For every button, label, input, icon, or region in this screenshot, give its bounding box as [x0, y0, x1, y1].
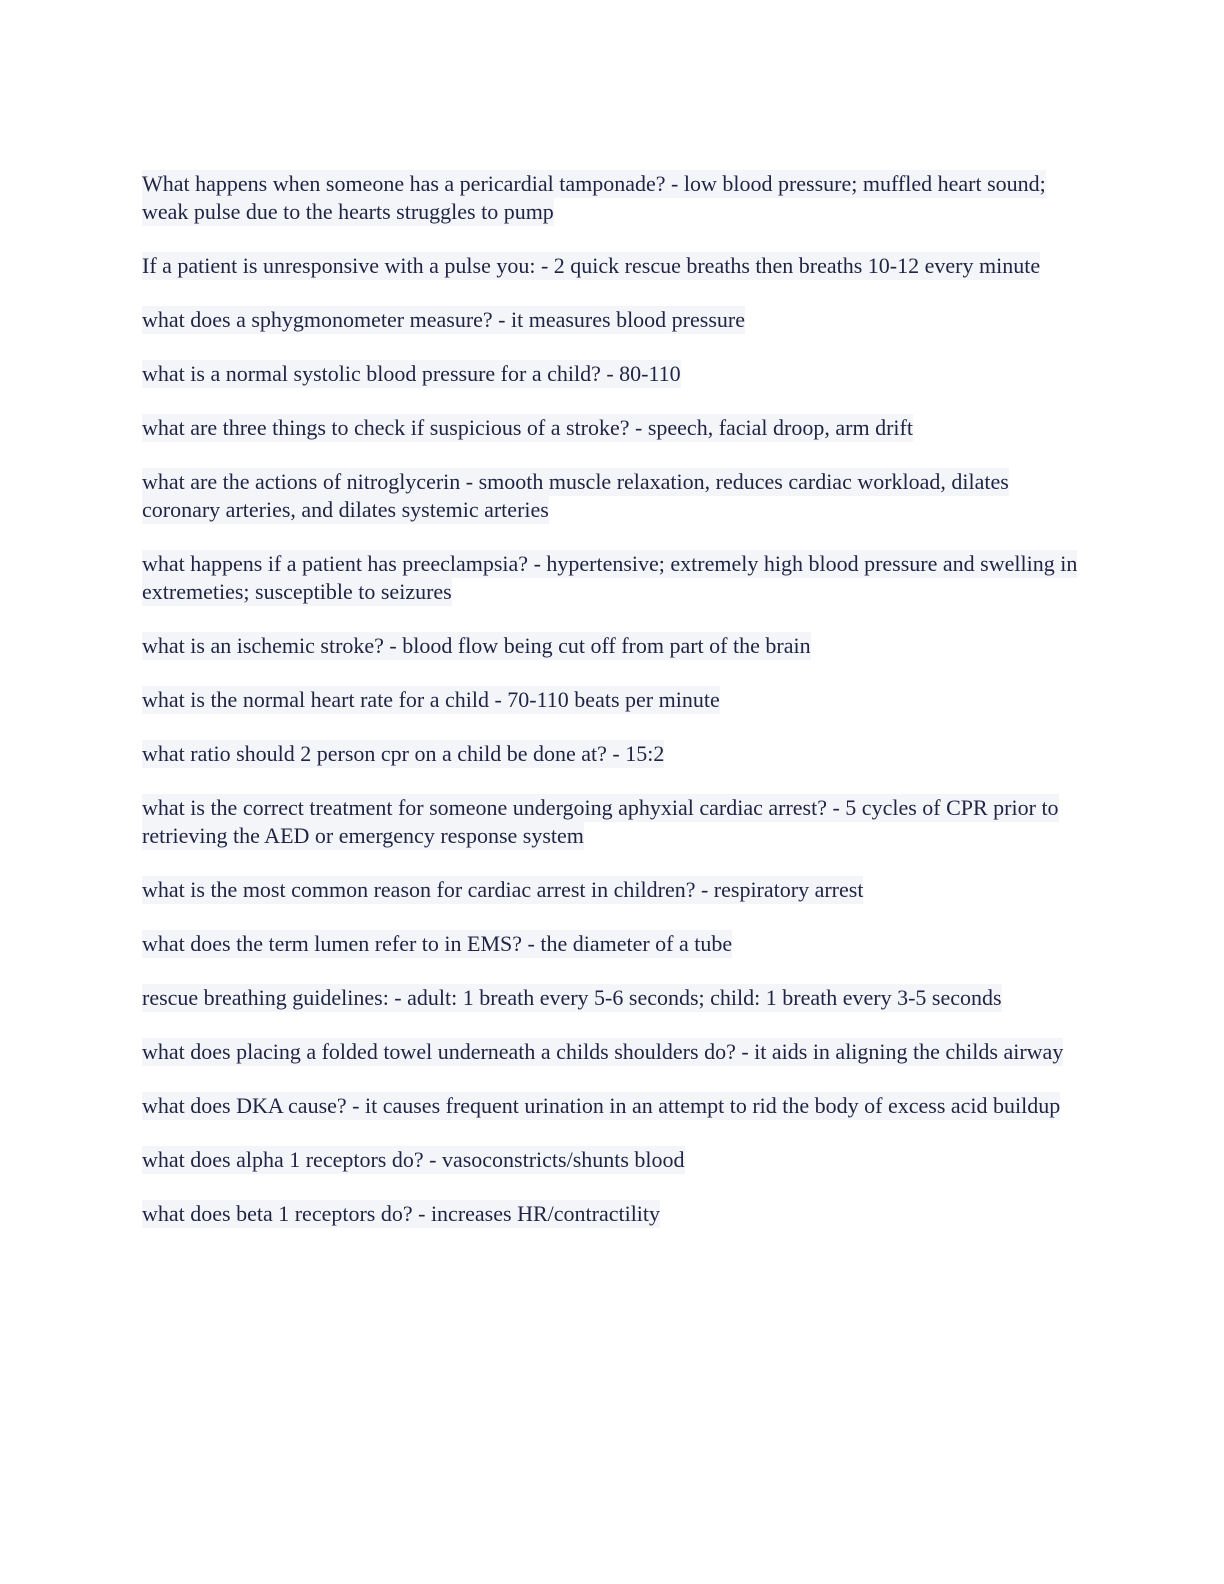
- entry-text: what is the correct treatment for someone undergoing aphyxial cardiac arrest? - 5 cycles of CPR prior to retrieving the AED or emergency response system: [142, 795, 1059, 848]
- entry-text: what does placing a folded towel underneath a childs shoulders do? - it aids in aligning the childs airway: [142, 1039, 1064, 1064]
- entry-text: what is the most common reason for cardiac arrest in children? - respiratory arrest: [142, 877, 864, 902]
- entry-text: what is an ischemic stroke? - blood flow being cut off from part of the brain: [142, 633, 811, 658]
- entry-text: If a patient is unresponsive with a pulse you: - 2 quick rescue breaths then breaths 10-12 every minute: [142, 253, 1041, 278]
- flashcard-entry: [142, 1146, 1082, 1174]
- flashcard-entry: [142, 1038, 1082, 1066]
- flashcard-entry: [142, 1200, 1082, 1228]
- flashcard-entry: [142, 360, 1082, 388]
- flashcard-entry: [142, 550, 1082, 606]
- flashcard-entry: [142, 306, 1082, 334]
- flashcard-entry: [142, 930, 1082, 958]
- entry-text: what are the actions of nitroglycerin - smooth muscle relaxation, reduces cardiac workload, dilates coronary arteries, and dilates systemic arteries: [142, 469, 1009, 522]
- flashcard-entry: [142, 170, 1082, 226]
- entry-text: what is the normal heart rate for a child - 70-110 beats per minute: [142, 687, 720, 712]
- entry-text: what does a sphygmonometer measure? - it measures blood pressure: [142, 307, 745, 332]
- entry-text: rescue breathing guidelines: - adult: 1 breath every 5-6 seconds; child: 1 breath every 3-5 seconds: [142, 985, 1002, 1010]
- entry-text: What happens when someone has a pericardial tamponade? - low blood pressure; muffled heart sound; weak pulse due to the hearts struggles to pump: [142, 171, 1046, 224]
- flashcard-entry: [142, 740, 1082, 768]
- flashcard-entry: [142, 876, 1082, 904]
- flashcard-entry: [142, 632, 1082, 660]
- flashcard-entry: [142, 984, 1082, 1012]
- entry-text: what does DKA cause? - it causes frequent urination in an attempt to rid the body of excess acid buildup: [142, 1093, 1061, 1118]
- flashcard-entry: [142, 794, 1082, 850]
- flashcard-entry: [142, 414, 1082, 442]
- entry-text: what are three things to check if suspicious of a stroke? - speech, facial droop, arm drift: [142, 415, 913, 440]
- entry-text: what happens if a patient has preeclampsia? - hypertensive; extremely high blood pressure and swelling in extremeties; susceptible to seizures: [142, 551, 1078, 604]
- flashcard-entry: [142, 686, 1082, 714]
- flashcard-entry: [142, 468, 1082, 524]
- flashcard-entry: [142, 252, 1082, 280]
- flashcard-entry: [142, 1092, 1082, 1120]
- entry-text: what does beta 1 receptors do? - increases HR/contractility: [142, 1201, 661, 1226]
- entry-text: what ratio should 2 person cpr on a child be done at? - 15:2: [142, 741, 665, 766]
- entry-text: what is a normal systolic blood pressure for a child? - 80-110: [142, 361, 681, 386]
- entry-text: what does alpha 1 receptors do? - vasoconstricts/shunts blood: [142, 1147, 685, 1172]
- flashcard-list: [142, 170, 1082, 1254]
- entry-text: what does the term lumen refer to in EMS? - the diameter of a tube: [142, 931, 733, 956]
